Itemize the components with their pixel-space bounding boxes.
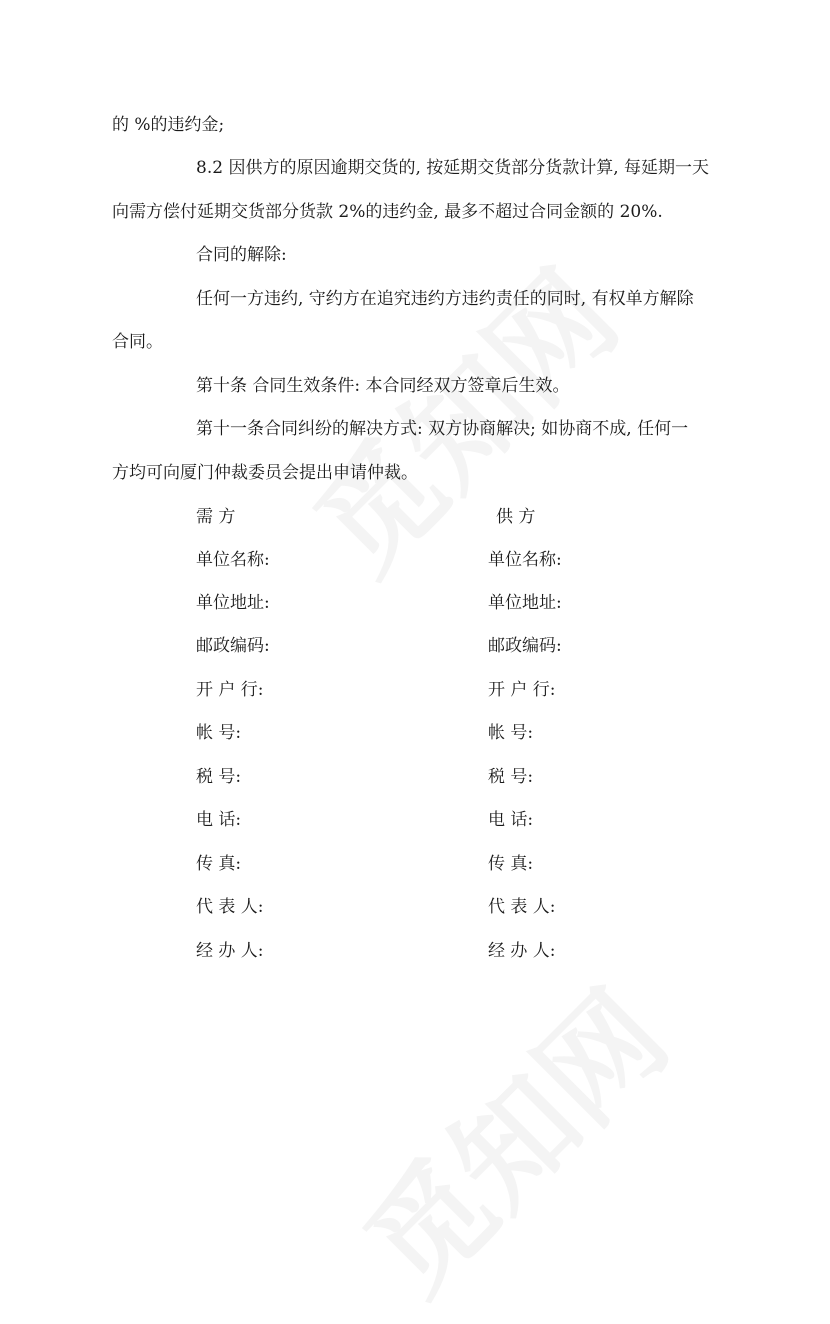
paragraph-line: 向需方偿付延期交货部分货款 2%的违约金, 最多不超过合同金额的 20%. bbox=[112, 202, 663, 222]
seller-field: 代 表 人: bbox=[488, 897, 556, 917]
seller-field: 帐 号: bbox=[488, 723, 534, 743]
buyer-field: 经 办 人: bbox=[196, 941, 264, 961]
clause-10: 第十条 合同生效条件: 本合同经双方签章后生效。 bbox=[196, 376, 570, 396]
paragraph-line: 的 %的违约金; bbox=[112, 115, 225, 135]
seller-field: 开 户 行: bbox=[488, 680, 556, 700]
buyer-field: 单位地址: bbox=[196, 593, 270, 613]
watermark bbox=[322, 948, 698, 1324]
buyer-field: 单位名称: bbox=[196, 550, 270, 570]
buyer-field: 邮政编码: bbox=[196, 636, 270, 656]
seller-field: 单位地址: bbox=[488, 593, 562, 613]
seller-field: 电 话: bbox=[488, 810, 534, 830]
buyer-field: 帐 号: bbox=[196, 723, 242, 743]
buyer-title: 需 方 bbox=[196, 507, 236, 527]
buyer-field: 开 户 行: bbox=[196, 680, 264, 700]
paragraph-line: 8.2 因供方的原因逾期交货的, 按延期交货部分货款计算, 每延期一天 bbox=[196, 158, 710, 178]
watermark bbox=[272, 228, 648, 604]
seller-title: 供 方 bbox=[496, 507, 536, 527]
paragraph-line: 合同。 bbox=[112, 332, 163, 352]
seller-field: 传 真: bbox=[488, 854, 534, 874]
seller-field: 经 办 人: bbox=[488, 941, 556, 961]
paragraph-line: 任何一方违约, 守约方在追究违约方违约责任的同时, 有权单方解除 bbox=[196, 289, 694, 309]
buyer-field: 传 真: bbox=[196, 854, 242, 874]
clause-11-line: 方均可向厦门仲裁委员会提出申请仲裁。 bbox=[112, 463, 418, 483]
clause-11-line: 第十一条合同纠纷的解决方式: 双方协商解决; 如协商不成, 任何一 bbox=[196, 419, 689, 439]
seller-field: 邮政编码: bbox=[488, 636, 562, 656]
seller-field: 税 号: bbox=[488, 767, 534, 787]
buyer-field: 税 号: bbox=[196, 767, 242, 787]
buyer-field: 电 话: bbox=[196, 810, 242, 830]
section-heading: 合同的解除: bbox=[196, 245, 287, 265]
seller-field: 单位名称: bbox=[488, 550, 562, 570]
buyer-field: 代 表 人: bbox=[196, 897, 264, 917]
